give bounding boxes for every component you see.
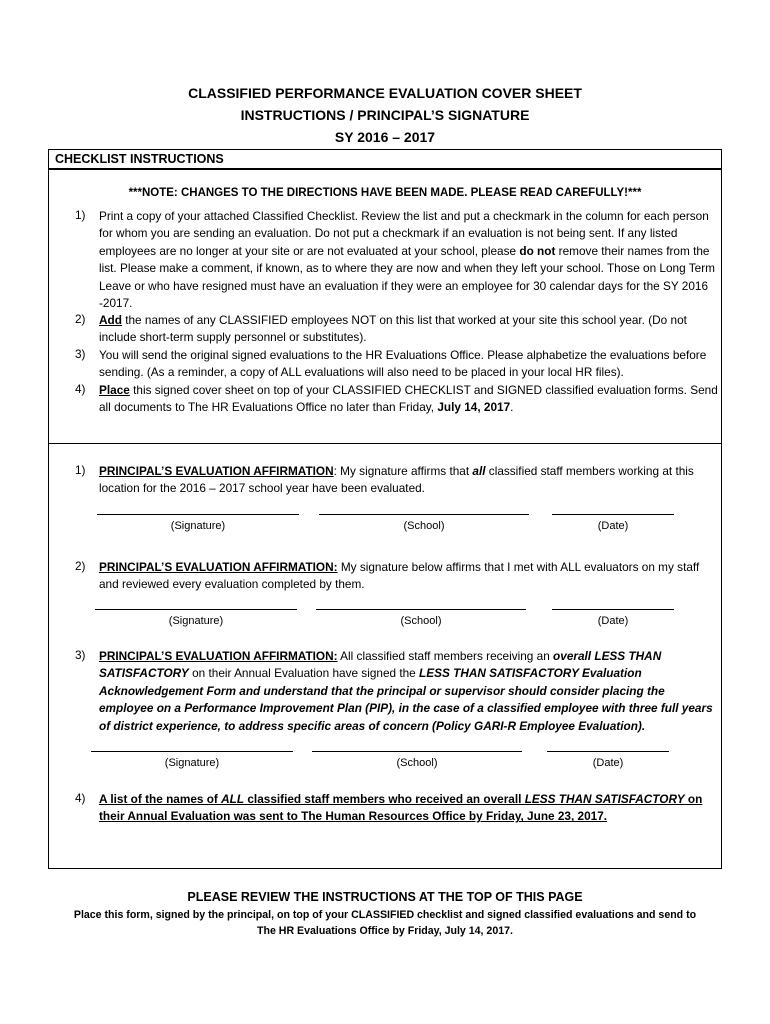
item-1-number: 1) (75, 208, 86, 222)
signature-line-3[interactable] (91, 751, 293, 752)
checklist-item-1: Print a copy of your attached Classified Checklist. Review the list and put a checkmark in the column for each person for whom you are sending an evaluation. Do not put a checkmark if an evaluation is not being sent. If any listed employees are no longer at your site or are not evaluated at your school, please do not remove their names from the list. Please make a comment, if known, as to where they are now and when they left your school. Those on Long Term Leave or who have resigned must have an evaluation if they were an employee for 30 calendar days for the SY 2016 -2017. (99, 209, 715, 311)
school-line-2[interactable] (316, 609, 526, 610)
signature-label-1: (Signature) (170, 520, 226, 532)
document-title: CLASSIFIED PERFORMANCE EVALUATION COVER SHEET (188, 85, 582, 101)
school-year: SY 2016 – 2017 (334, 129, 436, 145)
changes-note: ***NOTE: CHANGES TO THE DIRECTIONS HAVE BEEN MADE. PLEASE READ CAREFULLY!*** (128, 187, 642, 199)
item-4-number: 4) (75, 382, 86, 396)
school-label-2: (School) (400, 615, 442, 627)
checklist-heading: CHECKLIST INSTRUCTIONS (55, 152, 224, 166)
affirmation-1-number: 1) (75, 463, 86, 477)
affirmation-2-number: 2) (75, 559, 86, 573)
section-divider (49, 443, 721, 444)
checklist-header (49, 150, 721, 170)
affirmation-4-number: 4) (75, 791, 86, 805)
instructions-frame (48, 149, 722, 869)
signature-label-3: (Signature) (164, 757, 220, 769)
school-line-3[interactable] (312, 751, 522, 752)
date-label-1: (Date) (597, 520, 629, 532)
checklist-item-4: Place this signed cover sheet on top of your CLASSIFIED CHECKLIST and SIGNED classified evaluation forms. Send all documents to The HR Evaluations Office no later than Friday, July 14, 2017. (99, 383, 718, 415)
affirmation-2: PRINCIPAL’S EVALUATION AFFIRMATION: My signature below affirms that I met with ALL evaluators on my staff and reviewed every evaluation completed by them. (99, 560, 700, 592)
school-label-3: (School) (396, 757, 438, 769)
date-line-3[interactable] (547, 751, 669, 752)
affirmation-1: PRINCIPAL’S EVALUATION AFFIRMATION: My signature affirms that all classified staff members working at this location for the 2016 – 2017 school year have been evaluated. (99, 464, 694, 496)
signature-label-2: (Signature) (168, 615, 224, 627)
school-label-1: (School) (403, 520, 445, 532)
footer-line-3: The HR Evaluations Office by Friday, July 14, 2017. (257, 925, 513, 937)
footer-instructions (40, 907, 730, 939)
affirmation-4: A list of the names of ALL classified staff members who received an overall LESS THAN SATISFACTORY on their Annual Evaluation was sent to The Human Resources Office by Friday, June 23, 2017. (99, 792, 703, 824)
checklist-item-2: Add the names of any CLASSIFIED employees NOT on this list that worked at your site this school year. (Do not include short-term supply personnel or substitutes). (99, 313, 687, 345)
date-label-2: (Date) (597, 615, 629, 627)
item-3-number: 3) (75, 347, 86, 361)
signature-line-2[interactable] (95, 609, 297, 610)
item-2-number: 2) (75, 312, 86, 326)
date-line-2[interactable] (552, 609, 674, 610)
affirmation-3: PRINCIPAL’S EVALUATION AFFIRMATION: All classified staff members receiving an overall LESS THAN SATISFACTORY on their Annual Evaluation have signed the LESS THAN SATISFACTORY Evaluation Acknowledgement Form and understand that the principal or supervisor should consider placing the employee on a Performance Improvement Plan (PIP), in the case of a classified employee with three full years of district experience, to address specific areas of concern (Policy GARI-R Employee Evaluation). (99, 649, 713, 733)
footer-review-note: PLEASE REVIEW THE INSTRUCTIONS AT THE TOP OF THIS PAGE (187, 890, 583, 904)
footer-line-2: Place this form, signed by the principal, on top of your CLASSIFIED checklist and signed classified evaluations and send to (73, 909, 697, 921)
document-subtitle: INSTRUCTIONS / PRINCIPAL’S SIGNATURE (240, 107, 530, 123)
checklist-item-3: You will send the original signed evaluations to the HR Evaluations Office. Please alphabetize the evaluations before sending. (As a reminder, a copy of ALL evaluations will also need to be placed in your local HR files). (99, 348, 707, 380)
affirmation-3-number: 3) (75, 648, 86, 662)
date-line-1[interactable] (552, 514, 674, 515)
school-line-1[interactable] (319, 514, 529, 515)
date-label-3: (Date) (592, 757, 624, 769)
signature-line-1[interactable] (97, 514, 299, 515)
